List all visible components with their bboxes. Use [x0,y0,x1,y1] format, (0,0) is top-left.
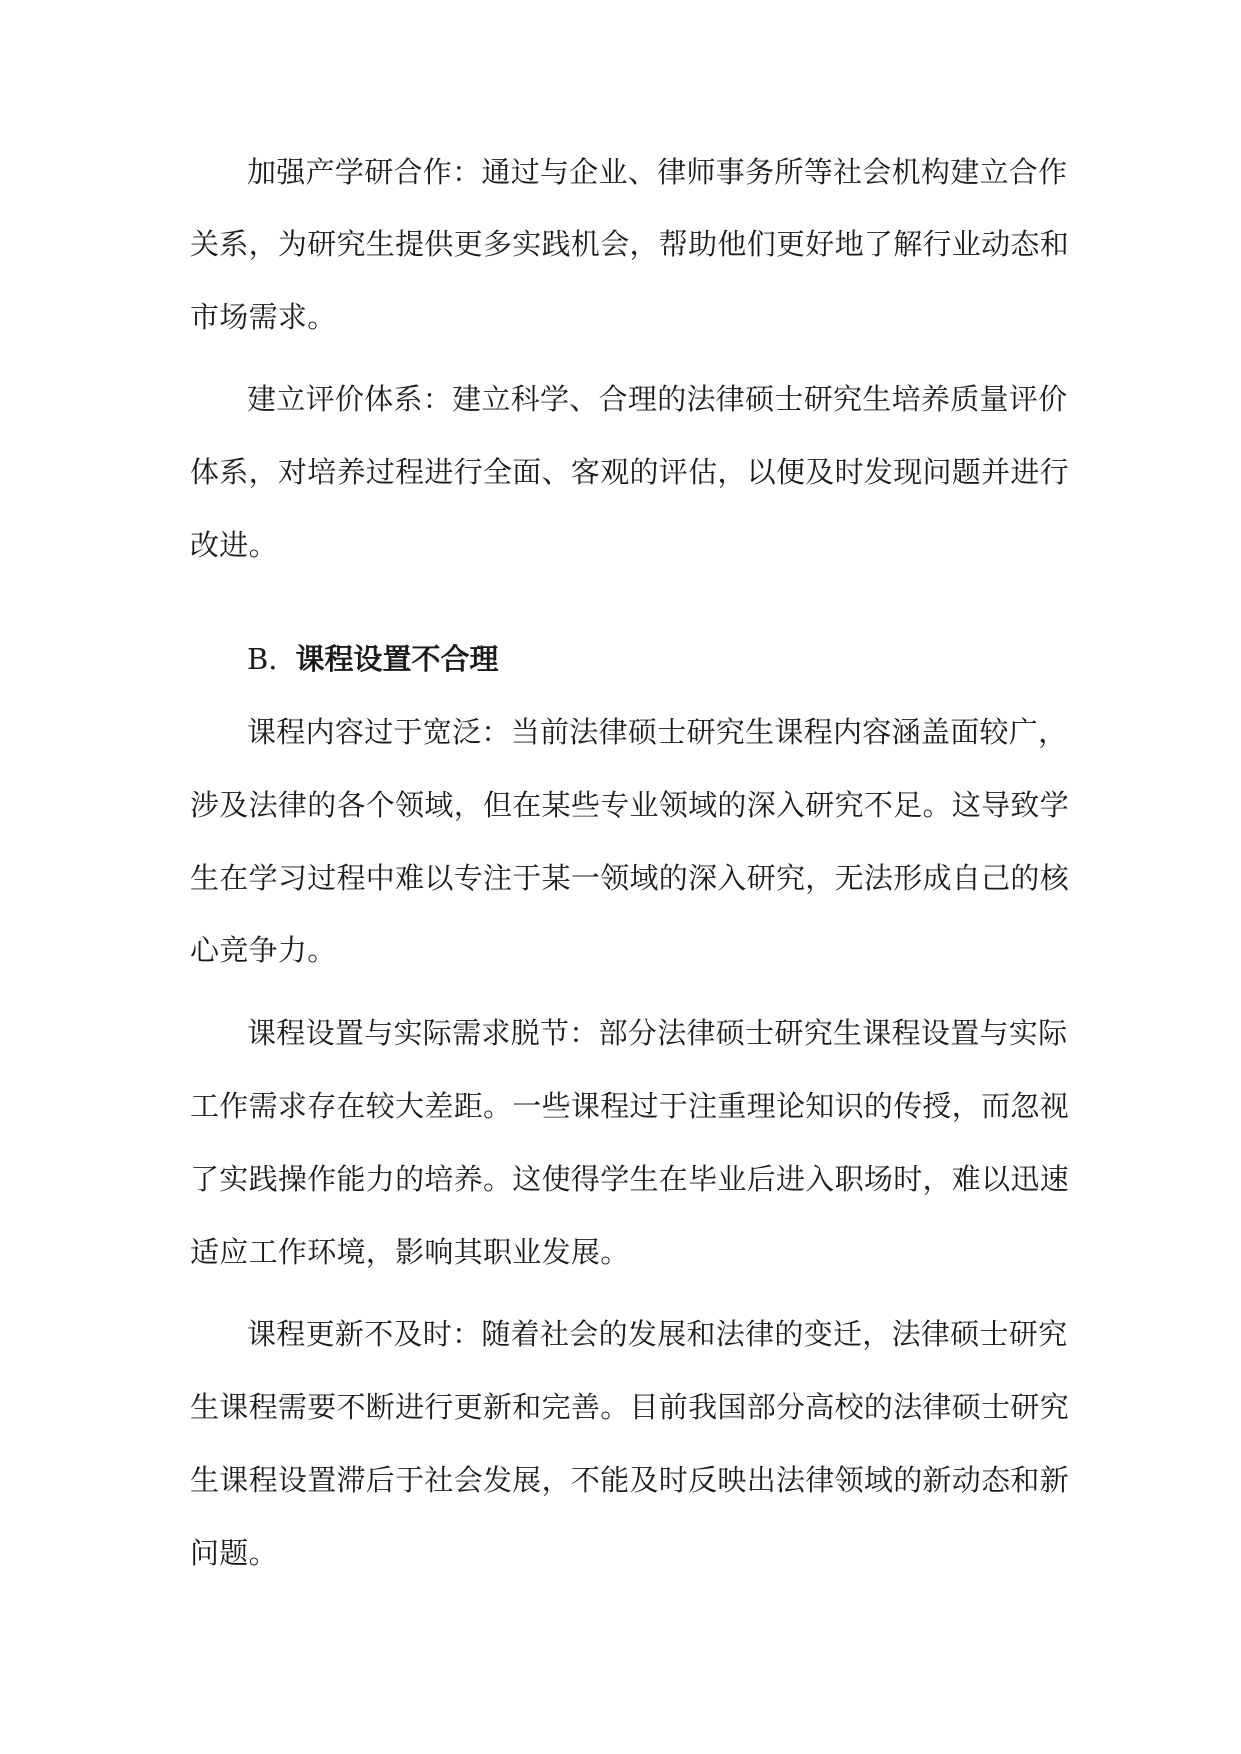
text-line: 加强产学研合作：通过与企业、律师事务所等社会机构建立合作 [247,155,1068,189]
text-line: 生在学习过程中难以专注于某一领域的深入研究，无法形成自己的核 [190,861,1070,895]
text-line: 工作需求存在较大差距。一些课程过于注重理论知识的传授，而忽视 [190,1089,1070,1123]
text-line: 课程设置与实际需求脱节：部分法律硕士研究生课程设置与实际 [247,1016,1068,1050]
section-heading [247,641,499,677]
text-line: 了实践操作能力的培养。这使得学生在毕业后进入职场时，难以迅速 [190,1162,1070,1196]
text-line: 问题。 [190,1536,278,1570]
text-line: 改进。 [190,528,278,562]
section-marker: B. [247,642,278,676]
text-line: 课程更新不及时：随着社会的发展和法律的变迁，法律硕士研究 [247,1317,1068,1351]
text-line: 市场需求。 [190,300,337,334]
text-line: 课程内容过于宽泛：当前法律硕士研究生课程内容涵盖面较广， [247,715,1068,749]
text-line: 生课程设置滞后于社会发展，不能及时反映出法律领域的新动态和新 [190,1463,1070,1497]
text-line: 涉及法律的各个领域，但在某些专业领域的深入研究不足。这导致学 [190,788,1070,822]
text-line: 生课程需要不断进行更新和完善。目前我国部分高校的法律硕士研究 [190,1390,1070,1424]
text-line: 心竞争力。 [190,933,337,967]
text-line: 体系，对培养过程进行全面、客观的评估，以便及时发现问题并进行 [190,455,1070,489]
text-line: 关系，为研究生提供更多实践机会，帮助他们更好地了解行业动态和 [190,227,1070,261]
text-line: 适应工作环境，影响其职业发展。 [190,1235,630,1269]
text-line: 建立评价体系：建立科学、合理的法律硕士研究生培养质量评价 [247,382,1068,416]
section-title: 课程设置不合理 [295,642,499,676]
